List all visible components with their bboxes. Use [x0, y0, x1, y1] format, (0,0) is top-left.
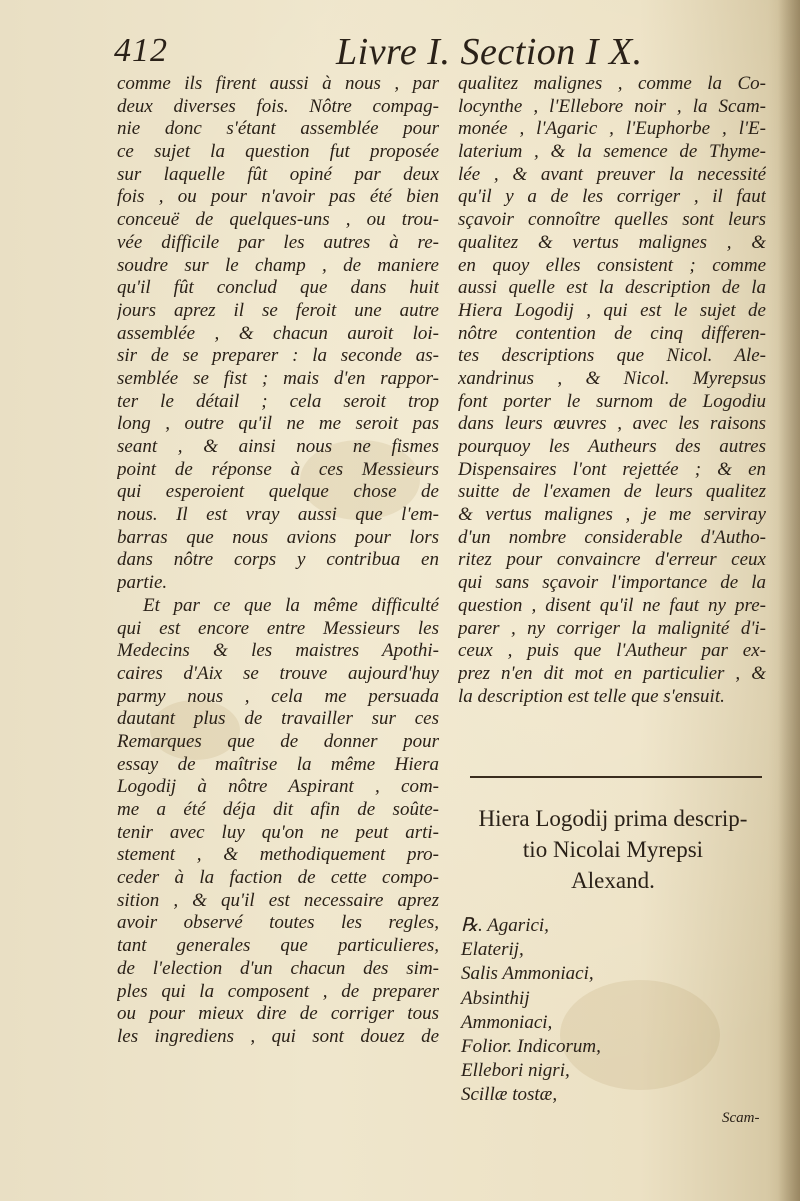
text-line: & vertus malignes , je me serviray [458, 504, 766, 526]
text-line: dans nôtre corps y contribua en [117, 549, 439, 571]
text-line: aussi quelle est la description de la [458, 277, 766, 299]
catchword: Scam- [722, 1110, 760, 1126]
text-line: qui sans sçavoir l'importance de la [458, 572, 766, 594]
text-line: qui est encore entre Messieurs les [117, 617, 439, 639]
text-line: ce sujet la question fut proposée [117, 141, 439, 163]
recipe-title-line: Alexand. [571, 868, 655, 893]
left-text-column [117, 73, 439, 1049]
text-line: parer , ny corriger la malignité d'i- [458, 617, 766, 639]
text-line: suitte de l'examen de leurs qualitez [458, 481, 766, 503]
text-line: qualitez malignes , comme la Co- [458, 73, 766, 94]
text-line: la description est telle que s'ensuit. [458, 685, 725, 707]
text-line: qualitez & vertus malignes , & [458, 231, 766, 253]
text-line: semblée se fist ; mais d'en rappor- [117, 367, 439, 389]
running-head: Livre I. Section I X. [336, 31, 643, 73]
recipe-title [462, 803, 764, 896]
text-line: qui esperoient quelque chose de [117, 481, 439, 503]
text-line: en quoy elles consistent ; comme [458, 254, 766, 276]
text-line: me a été déja dit afin de soûte- [117, 799, 439, 820]
recipe-title-line: tio Nicolai Myrepsi [522, 837, 704, 862]
ingredient-item: Elaterij, [461, 939, 524, 961]
text-line: Medecins & les maistres Apothi- [117, 640, 439, 662]
text-line: tant generales que particulieres, [117, 935, 439, 957]
text-line: prez n'en dit mot en particulier , & [458, 662, 766, 684]
text-line: Logodij à nôtre Aspirant , com- [117, 776, 439, 798]
text-line: caires d'Aix se trouve aujourd'huy [117, 662, 439, 684]
text-line: nie donc s'étant assemblée pour [117, 118, 439, 140]
ingredient-item: ℞. Agarici, [461, 915, 549, 936]
text-line: ou pour mieux dire de corriger tous [117, 1003, 439, 1025]
ingredient-item: Absinthij [461, 987, 530, 1009]
binding-shadow [778, 0, 800, 1201]
text-line: sir de se preparer : la seconde as- [117, 345, 439, 367]
text-line: sition , & qu'il est necessaire aprez [117, 889, 439, 911]
text-line: locynthe , l'Ellebore noir , la Scam- [458, 95, 766, 117]
text-line: vée difficile par les autres à re- [117, 231, 439, 253]
text-line: qu'il y a de les corriger , il faut [458, 186, 766, 208]
text-line: sur laquelle fût opiné par deux [117, 163, 439, 185]
text-line: comme ils firent aussi à nous , par [117, 73, 439, 94]
text-line: dans leurs œuvres , avec les raisons [458, 413, 766, 435]
ingredient-item: Scillæ tostæ, [461, 1084, 558, 1106]
text-line: tenir avec luy qu'on ne peut arti- [117, 821, 439, 843]
text-line: assemblée , & chacun auroit loi- [117, 322, 439, 344]
text-line: ritez pour convaincre d'erreur ceux [458, 549, 766, 571]
text-line: point de réponse à ces Messieurs [117, 458, 439, 480]
text-line: d'un nombre considerable d'Autho- [458, 526, 766, 548]
text-line: fois , ou pour n'avoir pas été bien [117, 186, 439, 208]
text-line: essay de maîtrise la même Hiera [117, 753, 439, 775]
page-number: 412 [114, 32, 168, 69]
section-rule [470, 776, 762, 778]
text-line: Hiera Logodij , qui est le sujet de [458, 299, 766, 321]
text-line: Et par ce que la même difficulté [143, 594, 439, 616]
ingredient-item: Salis Ammoniaci, [461, 963, 594, 985]
text-line: parmy nous , cela me persuada [117, 685, 439, 707]
text-line: dautant plus de travailler sur ces [117, 708, 439, 730]
text-line: question , disent qu'il ne faut ny pre- [458, 594, 766, 616]
text-line: les ingrediens , qui sont douez de [117, 1025, 439, 1047]
text-line: monée , l'Agaric , l'Euphorbe , l'E- [458, 118, 766, 140]
text-line: barras que nous avions pour lors [117, 526, 439, 548]
text-line: pourquoy les Autheurs des autres [458, 436, 766, 457]
text-line: Dispensaires l'ont rejettée ; & en [458, 458, 766, 480]
ingredient-item: Folior. Indicorum, [461, 1036, 601, 1058]
text-line: ter le détail ; cela seroit trop [117, 390, 439, 412]
ingredient-item: Ellebori nigri, [461, 1060, 570, 1082]
text-line: lée , & avant preuver la necessité [458, 163, 766, 185]
text-line: long , outre qu'il ne me seroit pas [117, 413, 439, 435]
text-line: xandrinus , & Nicol. Myrepsus [458, 367, 766, 389]
text-line: seant , & ainsi nous ne fismes [117, 436, 439, 457]
text-line: deux diverses fois. Nôtre compag- [117, 95, 439, 117]
text-line: avoir observé toutes les regles, [117, 912, 439, 934]
text-line: Remarques que de donner pour [117, 730, 439, 752]
text-line: ceder à la faction de cette compo- [117, 867, 439, 889]
recipe-title-line: Hiera Logodij prima descrip- [478, 806, 748, 831]
text-line: nous. Il est vray aussi que l'em- [117, 504, 439, 526]
text-line: qu'il fût conclud que dans huit [117, 277, 439, 299]
text-line: laterium , & la semence de Thyme- [458, 141, 766, 163]
text-line: tes descriptions que Nicol. Ale- [458, 345, 766, 367]
text-line: conceuë de quelques-uns , ou trou- [117, 209, 439, 231]
text-line: font porter le surnom de Logodiu [458, 390, 766, 412]
ingredient-list [461, 914, 761, 1108]
text-line: partie. [117, 572, 168, 594]
text-line: sçavoir connoître quelles sont leurs [458, 209, 766, 231]
text-line: ceux , puis que l'Autheur par ex- [458, 640, 766, 662]
text-line: soudre sur le champ , de maniere [117, 254, 439, 276]
text-line: nôtre contention de cinq differen- [458, 322, 766, 344]
right-text-column [458, 73, 766, 708]
text-line: ples qui la composent , de preparer [117, 980, 439, 1002]
text-line: de l'election d'un chacun des sim- [117, 957, 439, 979]
text-line: stement , & methodiquement pro- [117, 844, 439, 866]
text-line: jours aprez il se feroit une autre [117, 299, 439, 321]
ingredient-item: Ammoniaci, [461, 1011, 553, 1033]
